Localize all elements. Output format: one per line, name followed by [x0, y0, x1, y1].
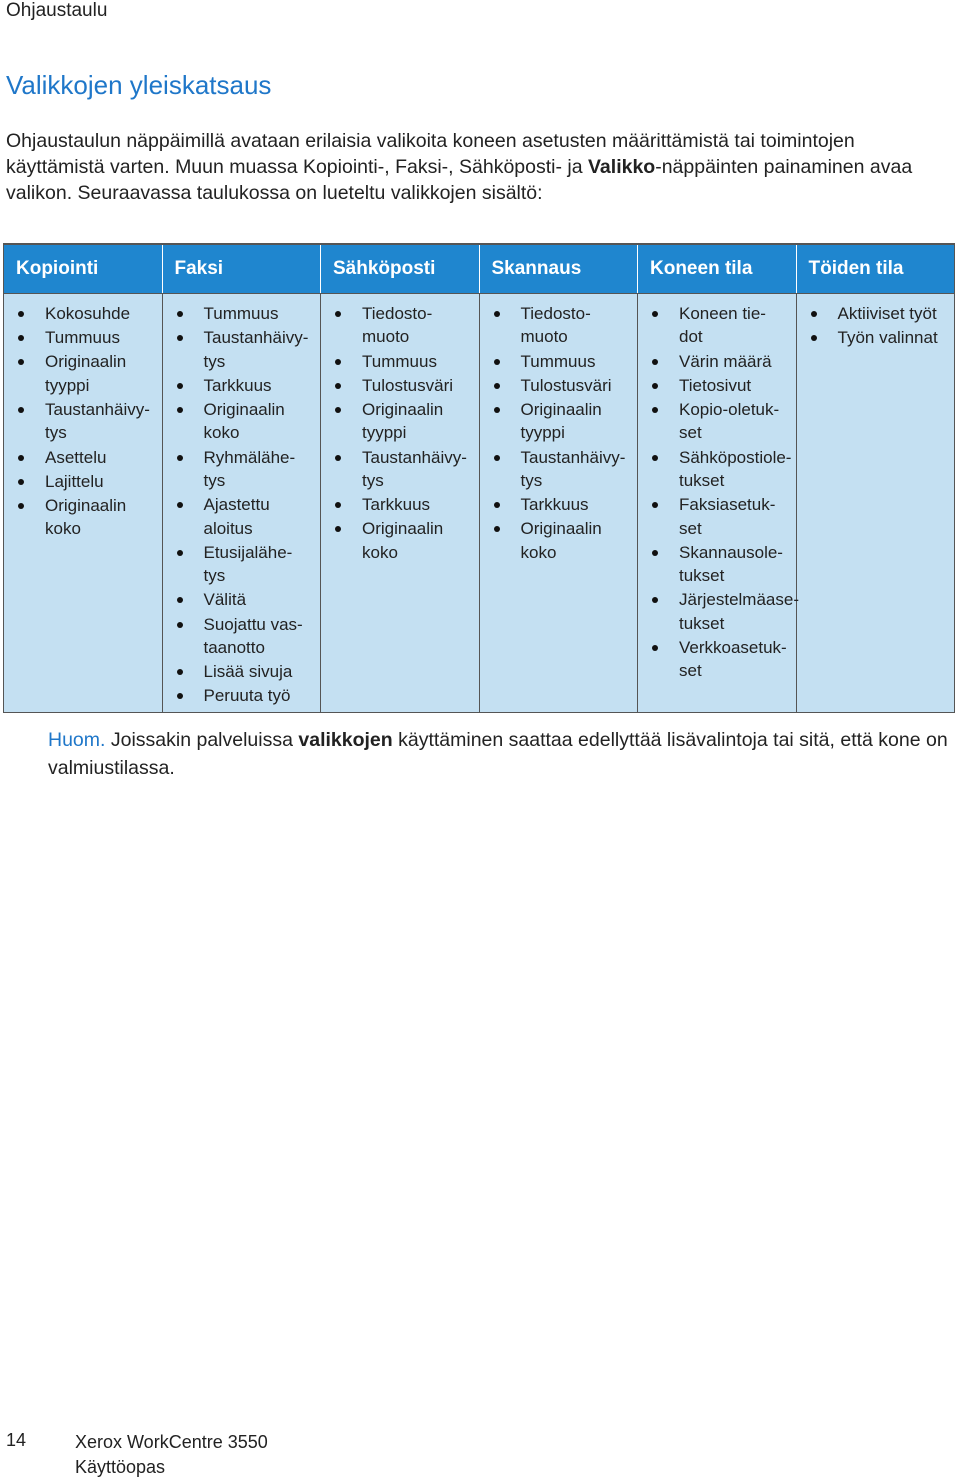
menu-overview-table [3, 243, 955, 713]
menu-item: Taustanhäivy- tys [321, 446, 475, 493]
menu-item: Kokosuhde [4, 302, 158, 325]
menu-item: Verkkoasetuk- set [638, 636, 792, 683]
menu-item: Tiedosto- muoto [321, 302, 475, 349]
menu-item: Asettelu [4, 446, 158, 469]
intro-bold-keyword: Valikko [588, 156, 656, 178]
note-text-end: käyttäminen saattaa edellyttää lisävalintoja tai sitä, että kone on valmiustilassa. [48, 729, 948, 779]
table-header-row [4, 244, 955, 294]
menu-item: Taustanhäivy- tys [163, 326, 317, 373]
menu-item: Originaalin koko [480, 517, 634, 564]
intro-text-end: -näppäinten painaminen avaa valikon. Seuraavassa taulukossa on lueteltu valikkojen sisältö: [6, 156, 913, 204]
menu-item: Lajittelu [4, 470, 158, 493]
column-header-faksi: Faksi [162, 244, 321, 294]
column-header-toiden-tila: Töiden tila [796, 244, 955, 294]
column-cell-kopiointi [4, 294, 163, 713]
menu-item: Kopio-oletuk- set [638, 398, 792, 445]
menu-item: Originaalin koko [321, 517, 475, 564]
menu-item: Ajastettu aloitus [163, 493, 317, 540]
column-header-skannaus: Skannaus [479, 244, 638, 294]
menu-item: Faksiasetuk- set [638, 493, 792, 540]
menu-item: Tummuus [321, 350, 475, 373]
menu-item: Välitä [163, 588, 317, 611]
menu-item: Tiedosto- muoto [480, 302, 634, 349]
menu-item-list [163, 302, 317, 708]
intro-text-start: Ohjaustaulun näppäimillä avataan erilaisia valikoita koneen asetusten määrittämistä tai toimintojen käyttämistä varten. Muun muassa Kopiointi-, Faksi-, Sähköposti- ja [6, 130, 855, 178]
menu-item: Tummuus [480, 350, 634, 373]
footer-page-number: 14 [6, 1430, 27, 1450]
menu-item: Aktiiviset työt [797, 302, 951, 325]
menu-item: Originaalin tyyppi [321, 398, 475, 445]
menu-item-list [480, 302, 634, 564]
page-title: Valikkojen yleiskatsaus [6, 70, 272, 100]
column-cell-faksi [162, 294, 321, 713]
column-header-koneen-tila: Koneen tila [638, 244, 797, 294]
menu-item: Ryhmälähe- tys [163, 446, 317, 493]
menu-item: Etusijalähe- tys [163, 541, 317, 588]
menu-item-list [4, 302, 158, 541]
note-text-start: Joissakin palveluissa [105, 729, 299, 751]
menu-item-list [321, 302, 475, 564]
menu-item-list [638, 302, 799, 683]
footer-product-info [75, 1430, 268, 1480]
column-cell-koneen-tila [638, 294, 797, 713]
menu-item: Sähköpostiole- tukset [638, 446, 792, 493]
menu-item: Skannausole- tukset [638, 541, 792, 588]
menu-item: Originaalin tyyppi [480, 398, 634, 445]
menu-item: Tulostusväri [480, 374, 634, 397]
menu-item: Värin määrä [638, 350, 792, 373]
intro-paragraph [6, 128, 951, 206]
menu-item: Tummuus [4, 326, 158, 349]
menu-item: Originaalin koko [163, 398, 317, 445]
footer-product-name: Xerox WorkCentre 3550 [75, 1432, 268, 1452]
note-paragraph [48, 726, 948, 782]
column-cell-sahkoposti [321, 294, 480, 713]
menu-item: Taustanhäivy- tys [480, 446, 634, 493]
footer-guide-name: Käyttöopas [75, 1457, 166, 1477]
menu-item: Järjestelmäase- tukset [638, 588, 792, 635]
menu-item: Tulostusväri [321, 374, 475, 397]
note-bold-keyword: valikkojen [298, 729, 393, 751]
menu-item: Koneen tie- dot [638, 302, 792, 349]
column-header-kopiointi: Kopiointi [4, 244, 163, 294]
section-header: Ohjaustaulu [6, 0, 108, 21]
column-header-sahkoposti: Sähköposti [321, 244, 480, 294]
menu-item: Tarkkuus [163, 374, 317, 397]
menu-item: Työn valinnat [797, 326, 951, 349]
menu-item: Tummuus [163, 302, 317, 325]
note-label: Huom. [48, 729, 106, 751]
menu-item: Tietosivut [638, 374, 792, 397]
column-cell-skannaus [479, 294, 638, 713]
menu-item: Suojattu vas- taanotto [163, 613, 317, 660]
menu-item: Taustanhäivy- tys [4, 398, 158, 445]
menu-item: Peruuta työ [163, 684, 317, 707]
menu-item: Tarkkuus [321, 493, 475, 516]
menu-item: Lisää sivuja [163, 660, 317, 683]
menu-item: Originaalin tyyppi [4, 350, 158, 397]
menu-item: Originaalin koko [4, 494, 158, 541]
table-body-row [4, 294, 955, 713]
menu-item: Tarkkuus [480, 493, 634, 516]
menu-item-list [797, 302, 951, 350]
column-cell-toiden-tila [796, 294, 955, 713]
